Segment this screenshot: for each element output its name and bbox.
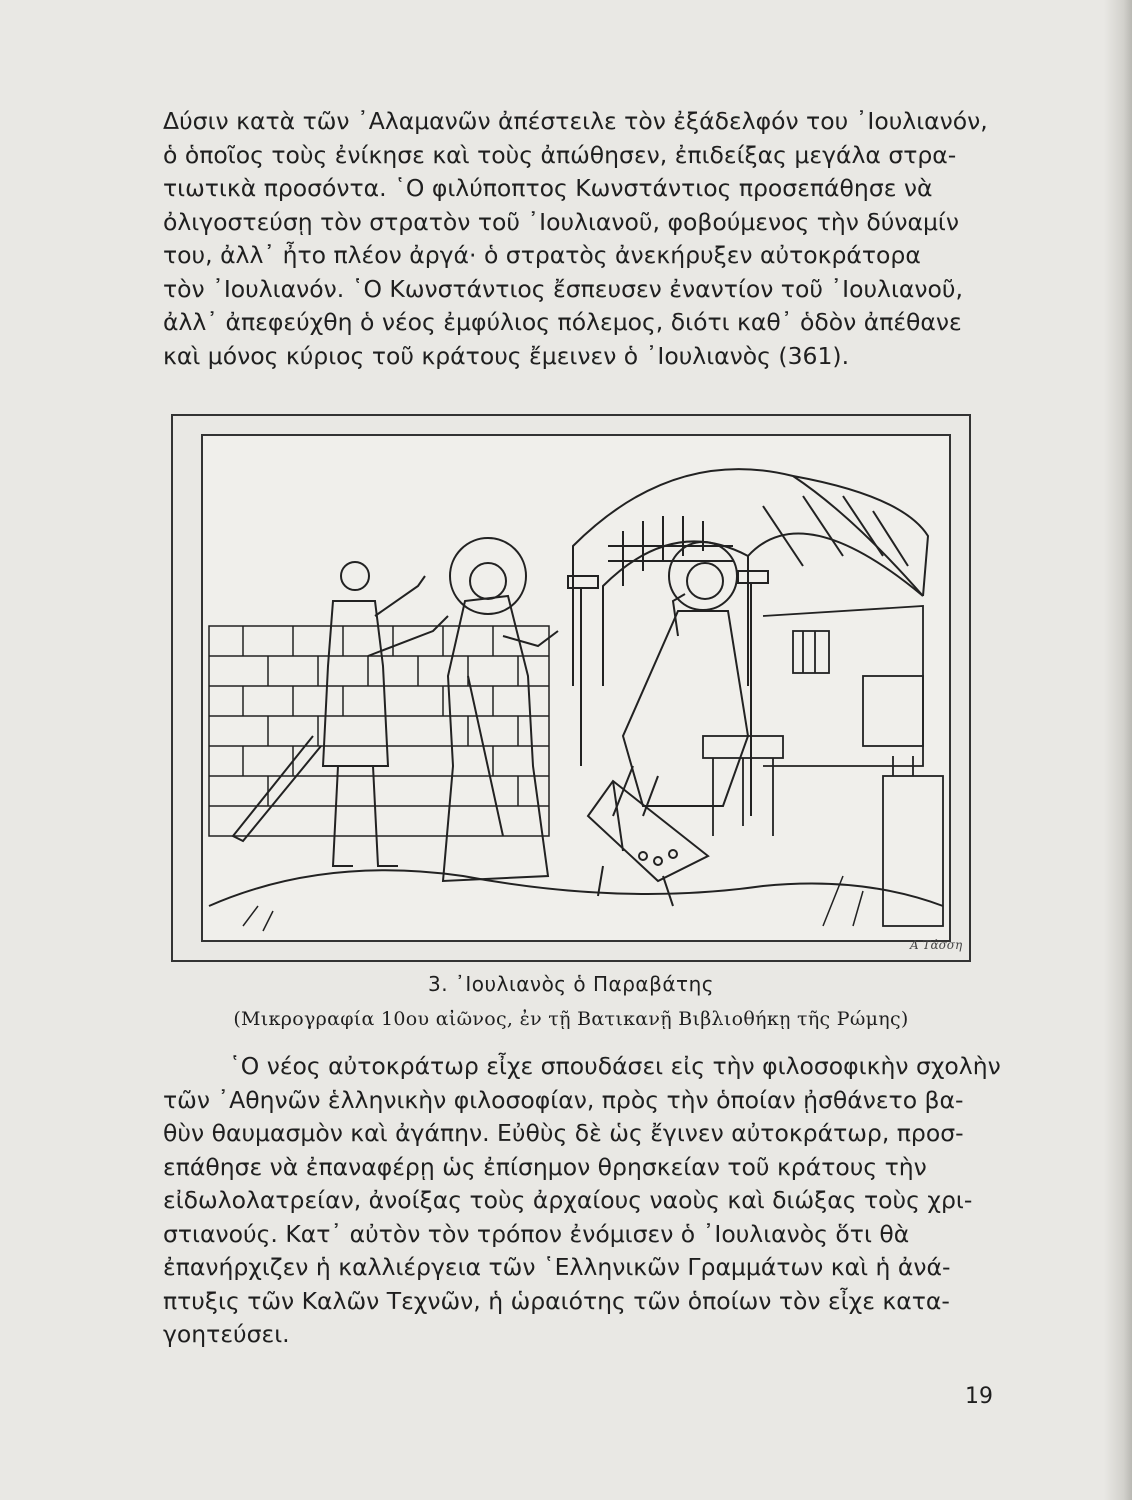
figure-caption-title: 3. ᾽Ιουλιανὸς ὁ Παραβάτης <box>427 972 715 996</box>
text-line: ὀλιγοστεύσῃ τὸν στρατὸν τοῦ ᾽Ιουλιανοῦ, φοβούμενος τὴν δύναμίν <box>163 207 959 236</box>
text-line: ἐπανήρχιζεν ἡ καλλιέργεια τῶν ῾Ελληνικῶν Γραμμάτων καὶ ἡ ἀνά- <box>163 1253 951 1281</box>
text-line: τὸν ᾽Ιουλιανόν. ῾Ο Κωνστάντιος ἔσπευσεν ἐναντίον τοῦ ᾽Ιουλιανοῦ, <box>163 274 963 303</box>
text-line: ἀλλ᾽ ἀπεφεύχθη ὁ νέος ἐμφύλιος πόλεμος, διότι καθ᾽ ὁδὸν ἀπέθανε <box>163 308 962 336</box>
seated-emperor-figure <box>613 542 748 816</box>
arched-canopy <box>568 469 928 816</box>
text-line: εἰδωλολατρείαν, ἀνοίξας τοὺς ἀρχαίους ναοὺς καὶ διώξας τοὺς χρι- <box>163 1186 973 1214</box>
text-line: καὶ μόνος κύριος τοῦ κράτους ἔμεινεν ὁ ᾽Ιουλιανὸς (361). <box>163 341 850 370</box>
text-line: ῾Ο νέος αὐτοκράτωρ εἶχε σπουδάσει εἰς τὴν φιλοσοφικὴν σχολὴν <box>229 1052 1001 1080</box>
page-number: 19 <box>965 1384 993 1409</box>
paragraph-2 <box>163 1050 1001 1352</box>
standing-figure <box>233 562 448 866</box>
artist-signature: A Τάσση <box>910 938 963 952</box>
text-line: Δύσιν κατὰ τῶν ᾽Αλαμανῶν ἀπέστειλε τὸν ἐξάδελφόν του ᾽Ιουλιανόν, <box>163 107 988 135</box>
text-line: τῶν ᾽Αθηνῶν ἑλληνικὴν φιλοσοφίαν, πρὸς τὴν ὁποίαν ᾐσθάνετο βα- <box>163 1085 964 1114</box>
brick-wall <box>209 626 549 836</box>
text-line: θὺν θαυμασμὸν καὶ ἀγάπην. Εὐθὺς δὲ ὡς ἔγινεν αὐτοκράτωρ, προσ- <box>163 1119 964 1147</box>
figure-caption-source: (Μικρογραφία 10ου αἰῶνος, ἐν τῇ Βατικανῇ Βιβλιοθήκῃ τῆς Ρώμης) <box>233 1008 909 1030</box>
illustration-drawing <box>203 436 949 940</box>
text-line: τιωτικὰ προσόντα. ῾Ο φιλύποπτος Κωνστάντιος προσεπάθησε νὰ <box>163 174 933 202</box>
haloed-woman-figure <box>443 538 558 881</box>
text-line: στιανούς. Κατ᾽ αὐτὸν τὸν τρόπον ἐνόμισεν ὁ ᾽Ιουλιανὸς ὅτι θὰ <box>163 1219 910 1248</box>
book-lectern <box>588 781 708 906</box>
paragraph-1 <box>163 105 993 373</box>
text-line: πτυξις τῶν Καλῶν Τεχνῶν, ἡ ὡραιότης τῶν ὁποίων τὸν εἶχε κατα- <box>163 1286 950 1315</box>
text-line: επάθησε νὰ ἐπαναφέρῃ ὡς ἐπίσημον θρησκείαν τοῦ κράτους τὴν <box>163 1152 927 1181</box>
miniature-illustration <box>201 434 951 942</box>
text-line: γοητεύσει. <box>163 1320 290 1348</box>
text-line: ὁ ὁποῖος τοὺς ἐνίκησε καὶ τοὺς ἀπώθησεν, ἐπιδείξας μεγάλα στρα- <box>163 140 957 169</box>
page-edge-shadow <box>1104 0 1132 1500</box>
text-line: του, ἀλλ᾽ ἦτο πλέον ἀργά· ὁ στρατὸς ἀνεκήρυξεν αὐτοκράτορα <box>163 241 921 269</box>
building <box>763 606 943 926</box>
